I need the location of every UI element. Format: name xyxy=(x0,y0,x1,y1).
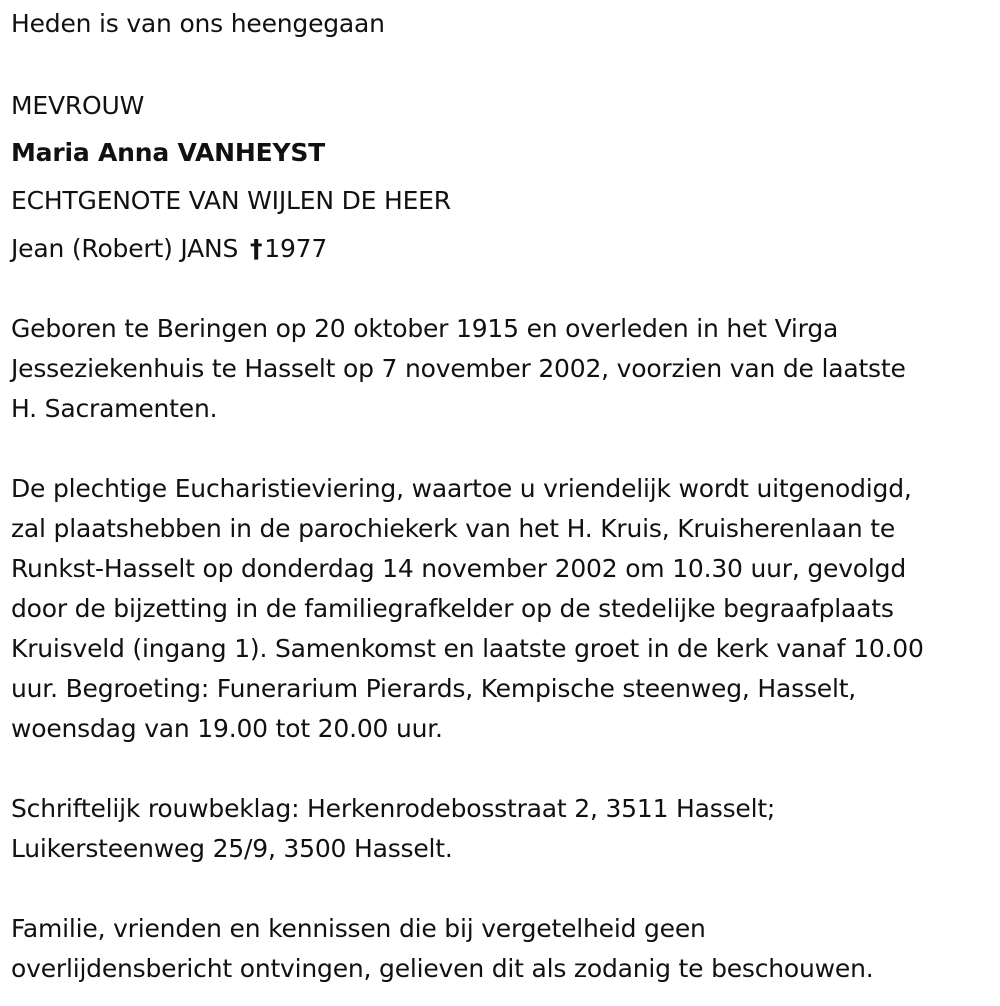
ceremony-line: uur. Begroeting: Funerarium Pierards, Kempische steenweg, Hasselt, xyxy=(11,674,857,703)
cross-icon: † xyxy=(249,234,263,263)
condolences-line: Schriftelijk rouwbeklag: Herkenrodebosstraat 2, 3511 Hasselt; xyxy=(11,794,776,823)
notice-line: Familie, vrienden en kennissen die bij vergetelheid geen xyxy=(11,914,706,943)
ceremony-line: De plechtige Eucharistieviering, waartoe u vriendelijk wordt uitgenodigd, xyxy=(11,474,912,503)
spouse-line xyxy=(11,229,327,269)
birth-death-line: Jesseziekenhuis te Hasselt op 7 november 2002, voorzien van de laatste xyxy=(11,354,906,383)
spouse-name: Jean (Robert) JANS xyxy=(11,234,239,263)
ceremony-line: woensdag van 19.00 tot 20.00 uur. xyxy=(11,714,443,743)
birth-death-line: H. Sacramenten. xyxy=(11,394,218,423)
title-line: MEVROUW xyxy=(11,91,145,120)
intro-line: Heden is van ons heengegaan xyxy=(11,9,385,38)
ceremony-line: Kruisveld (ingang 1). Samenkomst en laatste groet in de kerk vanaf 10.00 xyxy=(11,634,924,663)
spouse-label: ECHTGENOTE VAN WIJLEN DE HEER xyxy=(11,186,451,215)
ceremony-line: Runkst-Hasselt op donderdag 14 november 2002 om 10.30 uur, gevolgd xyxy=(11,554,906,583)
birth-death-line: Geboren te Beringen op 20 oktober 1915 en overleden in het Virga xyxy=(11,314,839,343)
condolences-line: Luikersteenweg 25/9, 3500 Hasselt. xyxy=(11,834,453,863)
spouse-death-year: 1977 xyxy=(264,234,328,263)
deceased-name: Maria Anna VANHEYST xyxy=(11,138,326,167)
ceremony-line: door de bijzetting in de familiegrafkelder op de stedelijke begraafplaats xyxy=(11,594,894,623)
ceremony-line: zal plaatshebben in de parochiekerk van het H. Kruis, Kruisherenlaan te xyxy=(11,514,896,543)
notice-line: overlijdensbericht ontvingen, gelieven dit als zodanig te beschouwen. xyxy=(11,954,874,983)
